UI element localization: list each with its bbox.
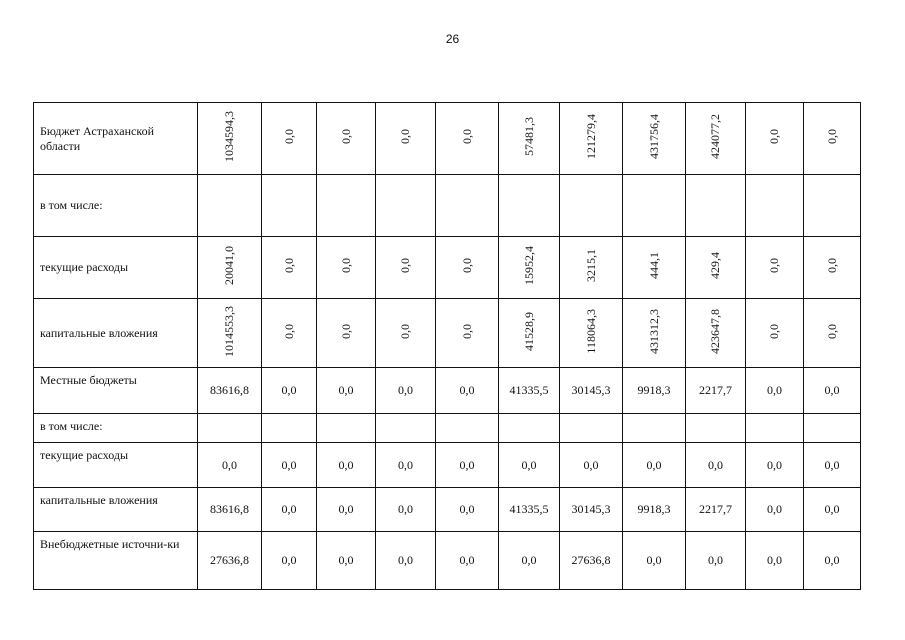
table-cell: 0,0 (499, 532, 560, 590)
row-label: текущие расходы (34, 443, 198, 488)
cell-value: 0,0 (281, 323, 296, 339)
table-cell: 0,0 (746, 488, 804, 532)
table-cell: 27636,8 (560, 532, 623, 590)
cell-value: 431312,3 (646, 308, 661, 354)
cell-value: 0,0 (459, 129, 474, 144)
cell-value: 0,0 (338, 258, 353, 273)
table-cell-rotated (746, 237, 804, 299)
table-cell: 0,0 (804, 532, 861, 590)
cell-value: 0,0 (824, 129, 839, 144)
table-cell: 0,0 (376, 443, 436, 488)
cell-value: 57481,3 (521, 117, 536, 156)
table-cell: 0,0 (686, 532, 746, 590)
table-cell (262, 414, 317, 443)
table-cell (623, 175, 686, 237)
budget-table-body (34, 103, 861, 590)
table-row (34, 443, 861, 488)
table-cell: 0,0 (560, 443, 623, 488)
table-cell: 0,0 (804, 443, 861, 488)
table-cell: 0,0 (376, 368, 436, 414)
table-cell-rotated (317, 237, 376, 299)
table-cell (499, 414, 560, 443)
table-cell-rotated (317, 103, 376, 175)
table-cell-rotated (560, 103, 623, 175)
table-cell-rotated (317, 299, 376, 368)
table-cell: 2217,7 (686, 488, 746, 532)
row-label: капитальные вложения (34, 299, 198, 368)
table-cell: 41335,5 (499, 368, 560, 414)
cell-value: 431756,4 (646, 114, 661, 159)
budget-table (33, 102, 861, 590)
row-label: в том числе: (34, 414, 198, 443)
table-cell-rotated (376, 103, 436, 175)
table-cell-rotated (623, 299, 686, 368)
table-cell-rotated (436, 237, 499, 299)
table-cell: 0,0 (436, 488, 499, 532)
table-row (34, 175, 861, 237)
table-cell: 30145,3 (560, 488, 623, 532)
table-cell (804, 414, 861, 443)
table-cell-rotated (198, 103, 262, 175)
table-cell: 83616,8 (198, 368, 262, 414)
table-cell: 0,0 (376, 532, 436, 590)
cell-value: 0,0 (398, 129, 412, 144)
table-cell-rotated (686, 237, 746, 299)
table-row (34, 368, 861, 414)
table-cell (746, 414, 804, 443)
table-cell-rotated (262, 299, 317, 368)
cell-value: 15952,4 (521, 246, 536, 285)
table-cell (376, 414, 436, 443)
table-cell-rotated (804, 237, 861, 299)
table-row (34, 532, 861, 590)
table-cell: 0,0 (746, 368, 804, 414)
table-cell (317, 175, 376, 237)
table-cell: 0,0 (317, 532, 376, 590)
cell-value: 20041,0 (222, 246, 236, 285)
table-row (34, 237, 861, 299)
table-cell-rotated (198, 237, 262, 299)
table-cell: 0,0 (317, 443, 376, 488)
table-cell: 0,0 (436, 443, 499, 488)
table-cell: 0,0 (804, 368, 861, 414)
cell-value: 0,0 (767, 258, 781, 273)
table-cell: 0,0 (499, 443, 560, 488)
cell-value: 121279,4 (583, 114, 598, 159)
table-cell: 2217,7 (686, 368, 746, 414)
table-cell-rotated (376, 299, 436, 368)
table-cell (198, 414, 262, 443)
cell-value: 0,0 (459, 323, 474, 339)
table-cell (746, 175, 804, 237)
table-cell: 30145,3 (560, 368, 623, 414)
table-cell: 0,0 (623, 443, 686, 488)
cell-value: 41528,9 (521, 311, 536, 351)
table-cell-rotated (376, 237, 436, 299)
table-cell: 0,0 (262, 488, 317, 532)
table-cell-rotated (262, 103, 317, 175)
table-cell (623, 414, 686, 443)
table-cell-rotated (560, 299, 623, 368)
table-cell: 83616,8 (198, 488, 262, 532)
table-cell: 9918,3 (623, 368, 686, 414)
cell-value: 0,0 (281, 129, 296, 144)
cell-value: 0,0 (398, 258, 412, 273)
table-cell-rotated (746, 299, 804, 368)
cell-value: 423647,8 (708, 308, 722, 354)
row-label: Внебюджетные источни-ки (34, 532, 198, 590)
table-cell (686, 175, 746, 237)
table-cell (804, 175, 861, 237)
table-row (34, 103, 861, 175)
row-label: капитальные вложения (34, 488, 198, 532)
table-cell (317, 414, 376, 443)
table-cell: 0,0 (317, 368, 376, 414)
table-cell: 0,0 (804, 488, 861, 532)
table-cell-rotated (623, 103, 686, 175)
table-cell (686, 414, 746, 443)
table-cell: 0,0 (262, 532, 317, 590)
cell-value: 1014553,3 (222, 305, 236, 357)
table-cell-rotated (804, 103, 861, 175)
page-number: 26 (445, 32, 460, 46)
table-cell-rotated (436, 103, 499, 175)
cell-value: 0,0 (767, 323, 781, 339)
cell-value: 118064,3 (583, 308, 598, 354)
table-cell: 0,0 (436, 532, 499, 590)
cell-value: 444,1 (646, 252, 661, 279)
table-cell: 41335,5 (499, 488, 560, 532)
table-cell-rotated (804, 299, 861, 368)
table-cell: 9918,3 (623, 488, 686, 532)
table-cell: 0,0 (262, 443, 317, 488)
table-row (34, 488, 861, 532)
table-cell: 0,0 (262, 368, 317, 414)
cell-value: 0,0 (338, 129, 353, 144)
cell-value: 1034594,3 (222, 111, 236, 162)
table-cell (560, 175, 623, 237)
table-cell-rotated (499, 237, 560, 299)
cell-value: 0,0 (281, 258, 296, 273)
cell-value: 0,0 (824, 323, 839, 339)
cell-value: 0,0 (338, 323, 353, 339)
row-label: Местные бюджеты (34, 368, 198, 414)
row-label: в том числе: (34, 175, 198, 237)
table-cell-rotated (623, 237, 686, 299)
row-label: текущие расходы (34, 237, 198, 299)
table-cell-rotated (499, 103, 560, 175)
cell-value: 429,4 (708, 252, 722, 279)
table-cell-rotated (198, 299, 262, 368)
table-cell (198, 175, 262, 237)
table-cell-rotated (560, 237, 623, 299)
table-row (34, 299, 861, 368)
table-cell (262, 175, 317, 237)
table-cell (436, 414, 499, 443)
cell-value: 3215,1 (583, 249, 598, 282)
table-cell: 0,0 (686, 443, 746, 488)
table-cell: 0,0 (746, 532, 804, 590)
table-cell-rotated (262, 237, 317, 299)
table-cell: 0,0 (198, 443, 262, 488)
cell-value: 0,0 (767, 129, 781, 144)
table-cell: 0,0 (436, 368, 499, 414)
table-cell: 0,0 (376, 488, 436, 532)
table-cell (499, 175, 560, 237)
table-cell-rotated (686, 299, 746, 368)
table-cell-rotated (746, 103, 804, 175)
table-row (34, 414, 861, 443)
cell-value: 0,0 (459, 258, 474, 273)
table-cell: 0,0 (746, 443, 804, 488)
cell-value: 0,0 (398, 323, 412, 339)
table-cell (376, 175, 436, 237)
cell-value: 0,0 (824, 258, 839, 273)
row-label: Бюджет Астраханской области (34, 103, 198, 175)
table-cell-rotated (686, 103, 746, 175)
table-cell: 0,0 (317, 488, 376, 532)
cell-value: 424077,2 (708, 114, 722, 159)
table-cell (436, 175, 499, 237)
table-cell: 27636,8 (198, 532, 262, 590)
table-cell-rotated (499, 299, 560, 368)
table-cell: 0,0 (623, 532, 686, 590)
table-cell (560, 414, 623, 443)
table-cell-rotated (436, 299, 499, 368)
